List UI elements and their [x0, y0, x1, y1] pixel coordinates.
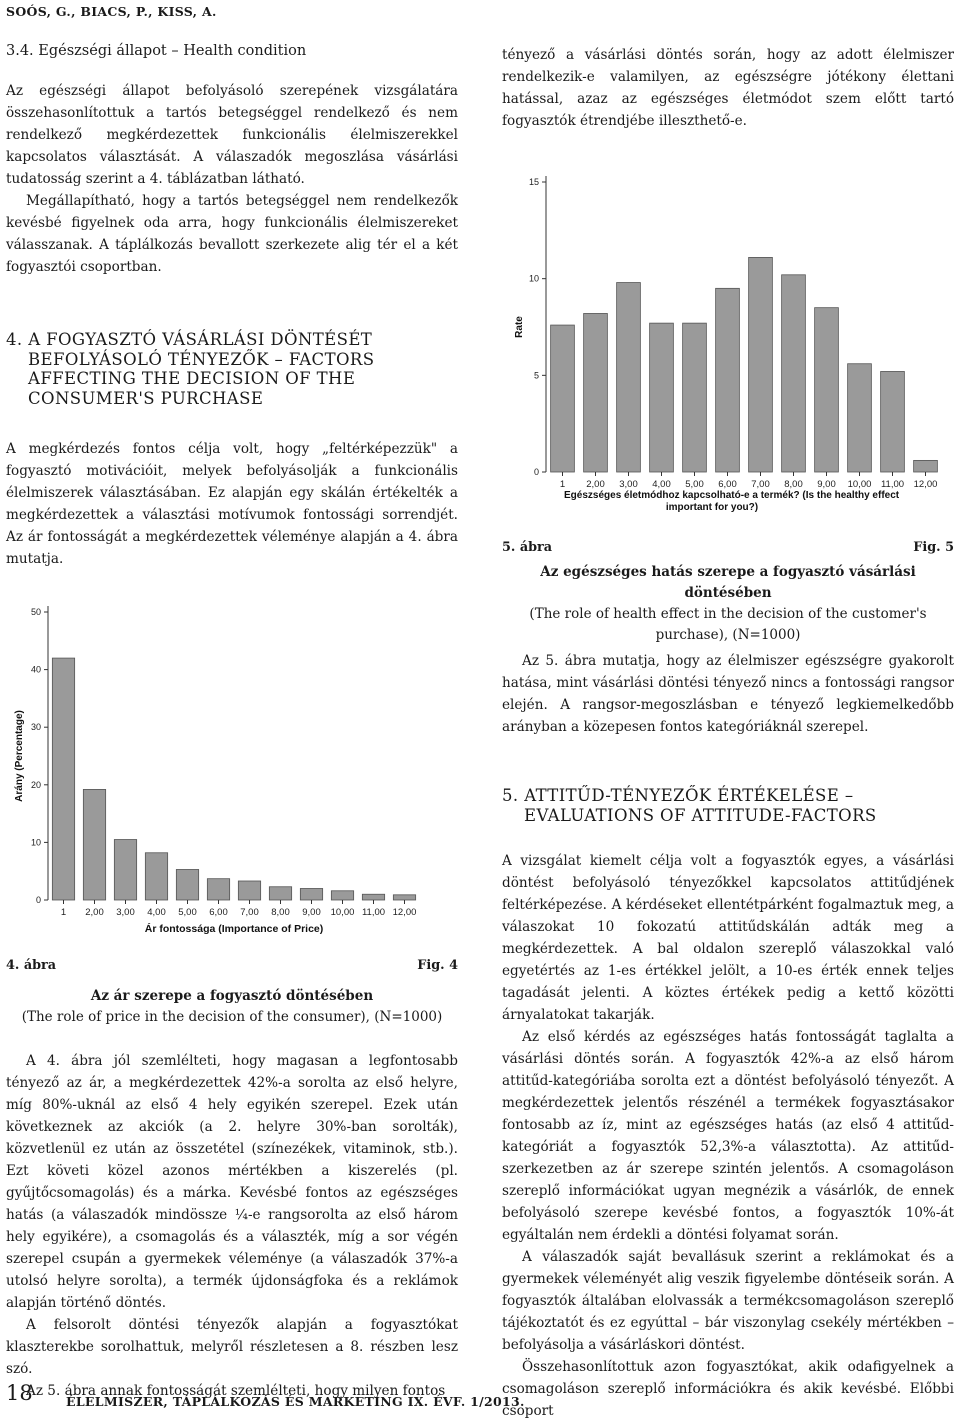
x-axis-label: important for you?): [665, 502, 759, 513]
y-tick-label: 0: [35, 895, 41, 905]
bar: [782, 275, 806, 472]
figure-5-bar-chart: [502, 168, 960, 528]
paragraph: A megkérdezés fontos célja volt, hogy „feltérképezzük" a fogyasztó motivációit, melyek befolyásolják a funkcionális élelmiszerek választásában. Ez alapján egy skálán értékelték a megkérdezettek a választási motívumok fontossági sorrendjét. Az ár fontosságát a megkérdezettek véleménye alapján a 4. ábra mutatja.: [6, 441, 458, 567]
paragraph: A 4. ábra jól szemlélteti, hogy magasan a legfontosabb tényező az ár, a megkérdezettek 42%-a sorolta az első helyre, míg 80%-uknál az első 4 hely egyikén szerepel. Ezek után következnek az akciók (a 2. helyre 30%-ban sorolták), közvetlenül ez után az összetétel (színezékek, vitaminok, stb.). Ezt követi közel azonos mértékben a kiszerelés (pl. gyűjtőcsomagolás) és a márka. Kevésbé fontos az egészséges hatás (a válaszadók mindössze ¼-e rangsorolta az első három hely egyikére), a csomagolás és a választék, míg a sor végén szerepel csupán a gyermekek véleménye (a válaszadók 37%-a utolsó helyre sorolta), a termék újdonságfoka és a reklámok alapján történő döntés.: [6, 1053, 458, 1311]
x-tick-label: 5,00: [178, 907, 197, 918]
bar: [617, 283, 641, 472]
section-5-heading: [502, 786, 954, 825]
heading-line: CONSUMER'S PURCHASE: [28, 388, 264, 408]
figure-5-caption: [502, 562, 954, 646]
section-4-heading: [6, 330, 458, 408]
y-axis-label: Rate: [514, 316, 525, 338]
paragraph: Az első kérdés az egészséges hatás fontosságát taglalta a vásárlási döntés során. A fogyasztók 42%-a az első három attitűd-kategóriába sorolta ezt a döntést befolyásoló tényezőt. A megkérdezettek jelentős részénél a termékek fogyasztásakor fontosabb az íz, mint az egészséges hatás (az első 4 attitűd-kategóriát a fogyasztók 52,3%-a választotta). Az attitűd-szerkezetben az ár szerepe szintén jelentős. A csomagoláson szereplő információkat ugyan megnézik a vásárlók, de ennek befolyásoló szerepe kevésbé fontos, a fogyasztók 10%-át egyáltalán nem érdekli a döntési folyamat során.: [502, 1029, 954, 1243]
x-tick-label: 7,00: [240, 907, 259, 918]
paragraph: Megállapítható, hogy a tartós betegséggel nem rendelkezők kevésbé figyelnek oda arra, hogy funkcionális élelmiszereket válasszanak. A táplálkozás bevallott szerkezete alig tér el a két fogyasztói csoportban.: [6, 193, 458, 275]
x-tick-label: 11,00: [880, 479, 905, 490]
bar: [749, 257, 773, 472]
figure-4-label: 4. ábra: [6, 958, 57, 973]
heading-line: EVALUATIONS OF ATTITUDE-FACTORS: [524, 805, 877, 825]
y-tick-label: 50: [30, 607, 41, 617]
bar: [848, 364, 872, 472]
bar: [238, 881, 260, 900]
x-tick-label: 2,00: [586, 479, 605, 490]
y-tick-label: 0: [533, 467, 539, 477]
y-tick-label: 10: [528, 273, 539, 284]
page-number: 18: [6, 1381, 33, 1405]
x-axis-label: Egészséges életmódhoz kapcsolható-e a termék? (Is the healthy effect: [564, 490, 900, 501]
right-column-bottom: [502, 850, 954, 1422]
x-tick-label: 9,00: [302, 907, 321, 918]
left-column-top: [6, 40, 458, 278]
x-tick-label: 12,00: [392, 907, 417, 918]
x-tick-label: 8,00: [784, 479, 803, 490]
heading-line: AFFECTING THE DECISION OF THE: [28, 369, 356, 388]
y-tick-label: 20: [30, 779, 41, 790]
y-tick-label: 30: [30, 722, 41, 733]
paragraph: A felsorolt döntési tényezők alapján a fogyasztókat klaszterekbe sorolhattuk, melyről részletesen a 8. részben lesz szó.: [6, 1317, 458, 1377]
bar: [300, 888, 322, 900]
figure-4-caption: [6, 986, 458, 1028]
figure-4-bar-chart: [0, 598, 458, 943]
left-column-mid: [6, 438, 458, 570]
x-tick-label: 8,00: [271, 907, 290, 918]
bar: [393, 895, 415, 900]
heading-line: 5. ATTITŰD-TÉNYEZŐK ÉRTÉKELÉSE –: [502, 786, 854, 805]
running-header-authors: SOÓS, G., BIACS, P., KISS, A.: [6, 4, 217, 19]
x-tick-label: 6,00: [209, 907, 228, 918]
bar: [331, 891, 353, 900]
bar: [362, 894, 384, 900]
paragraph: A vizsgálat kiemelt célja volt a fogyasztók egyes, a vásárlási döntést befolyásoló tényezőkkel kapcsolatos attitűdjének feltérképezése. A kérdéseket ellentétpárként fogalmaztuk meg, a válaszokat 10 fokozatú attitűdskálán adták meg a megkérdezettek. A bal oldalon szereplő válaszokkal való egyetértés az 1-es értékkel jelölt, a 10-es érték ennek teljes tagadását jelenti. A köztes értékek pedig a kettő közötti árnyalatokat takarják.: [502, 853, 954, 1023]
heading-line: 4. A FOGYASZTÓ VÁSÁRLÁSI DÖNTÉSÉT: [6, 330, 373, 349]
bar: [716, 288, 740, 472]
bar: [269, 887, 291, 900]
x-tick-label: 6,00: [718, 479, 737, 490]
y-tick-label: 40: [30, 664, 41, 675]
bar: [584, 313, 608, 472]
bar: [683, 323, 707, 472]
left-column-bottom: [6, 1050, 458, 1402]
figure-4-label-en: Fig. 4: [417, 958, 458, 973]
bar: [83, 789, 105, 900]
x-tick-label: 10,00: [847, 479, 872, 490]
x-tick-label: 3,00: [619, 479, 638, 490]
figure-5-label: 5. ábra: [502, 540, 553, 555]
x-axis-label: Ár fontossága (Importance of Price): [144, 923, 324, 935]
x-tick-label: 9,00: [817, 479, 836, 490]
x-tick-label: 1: [60, 907, 67, 918]
x-tick-label: 4,00: [652, 479, 671, 490]
paragraph: Az 5. ábra mutatja, hogy az élelmiszer egészségre gyakorolt hatása, mint vásárlási döntési tényező nincs a fontossági rangsor elején. A rangsor-megoszlásban e tényező legkiemelkedőbb arányban a közepesen fontos kategóriáknál szerepel.: [502, 653, 954, 735]
heading-line: BEFOLYÁSOLÓ TÉNYEZŐK – FACTORS: [28, 349, 375, 369]
right-column-mid: [502, 650, 954, 738]
paragraph: Az 5. ábra annak fontosságát szemlélteti, hogy milyen fontos: [26, 1383, 446, 1399]
bar: [914, 460, 938, 472]
y-tick-label: 15: [528, 177, 539, 187]
x-tick-label: 12,00: [913, 479, 938, 490]
bar: [650, 323, 674, 472]
paragraph: Az egészségi állapot befolyásoló szerepének vizsgálatára összehasonlítottuk a tartós betegséggel rendelkező és nem rendelkező megkérdezettek funkcionális élelmiszerekkel kapcsolatos választását. A válaszadók megoszlása vásárlási tudatosság szerint a 4. táblázatban látható.: [6, 83, 458, 187]
x-tick-label: 3,00: [116, 907, 135, 918]
right-column-top: [502, 44, 954, 132]
caption-en: (The role of price in the decision of the consumer), (N=1000): [21, 1009, 443, 1025]
x-tick-label: 1: [559, 479, 566, 490]
paragraph: tényező a vásárlási döntés során, hogy az adott élelmiszer rendelkezik-e valamilyen, az egészségre jótékony élettani hatással, azaz az egészséges életmódot szem előtt tartó fogyasztók étrendjébe illeszthető-e.: [502, 47, 954, 129]
caption-hu: Az egészséges hatás szerepe a fogyasztó vásárlási döntésében: [540, 564, 916, 601]
y-tick-label: 10: [30, 837, 41, 848]
x-tick-label: 5,00: [685, 479, 704, 490]
figure-5-label-en: Fig. 5: [913, 540, 954, 555]
bar: [551, 325, 575, 472]
x-tick-label: 4,00: [147, 907, 166, 918]
caption-en: (The role of health effect in the decision of the customer's purchase), (N=1000): [529, 606, 927, 643]
bar: [145, 853, 167, 900]
bar: [176, 869, 198, 900]
bar: [881, 371, 905, 472]
journal-title: ÉLELMISZER, TÁPLÁLKOZÁS ÉS MARKETING IX. ÉVF. 1/2013.: [66, 1394, 525, 1409]
bar: [207, 879, 229, 900]
y-axis-label: Arány (Percentage): [14, 710, 25, 802]
x-tick-label: 10,00: [330, 907, 355, 918]
x-tick-label: 7,00: [751, 479, 770, 490]
bar: [114, 840, 136, 900]
x-tick-label: 2,00: [85, 907, 104, 918]
bar: [815, 308, 839, 472]
x-tick-label: 11,00: [361, 907, 386, 918]
y-tick-label: 5: [533, 370, 539, 381]
section-3-4-heading: 3.4. Egészségi állapot – Health condition: [6, 43, 307, 59]
caption-hu: Az ár szerepe a fogyasztó döntésében: [90, 988, 374, 1004]
paragraph: A válaszadók saját bevallásuk szerint a reklámokat és a gyermekek véleményét alig veszik figyelembe döntéseik során. A fogyasztók általában elolvassák a termékcsomagoláson szereplő tájékoztatót és ez egyúttal – bár viszonylag csekély mértékben – befolyásolja a vásárláskori döntést.: [502, 1249, 954, 1353]
bar: [52, 658, 74, 900]
paragraph: Összehasonlítottuk azon fogyasztókat, akik odafigyelnek a csomagoláson szereplő információkra és akik kevésbé. Előbbi csoport: [502, 1359, 954, 1419]
